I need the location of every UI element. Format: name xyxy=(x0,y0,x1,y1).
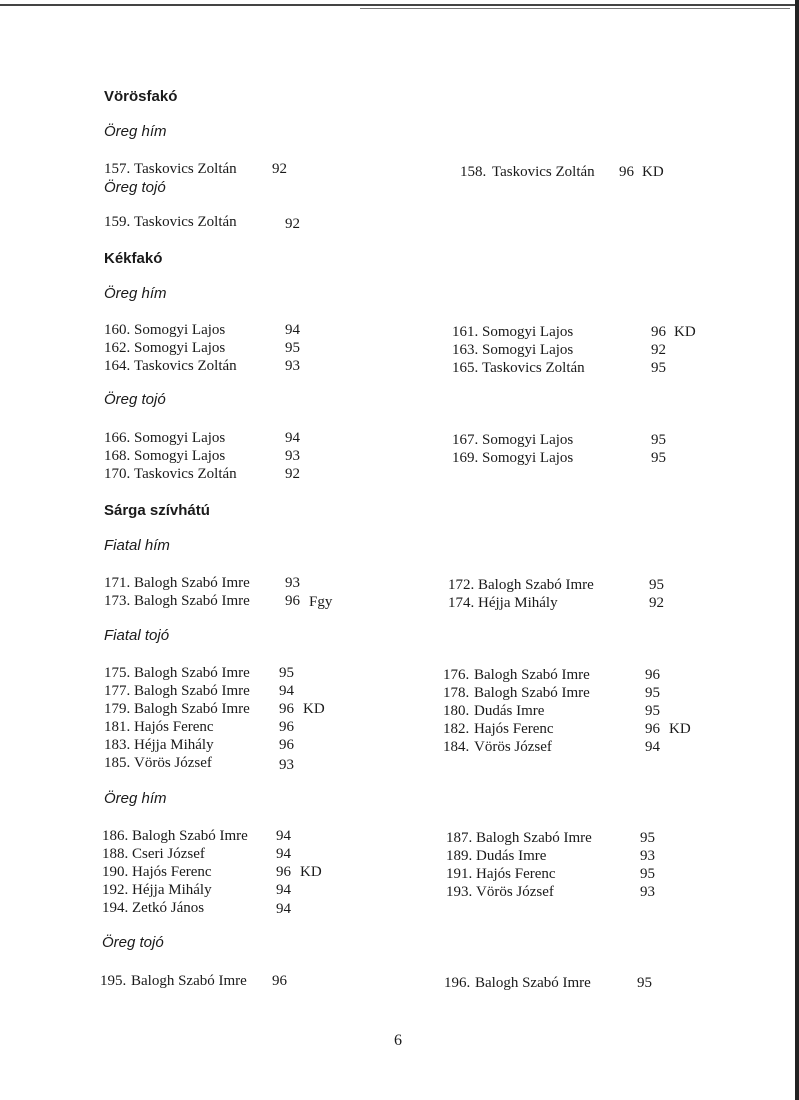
entry-score: 96 xyxy=(279,719,294,735)
entry-score: 95 xyxy=(279,665,294,681)
entry-score: 95 xyxy=(640,866,655,882)
entry-name: Hajós Ferenc xyxy=(476,866,556,882)
entry-name: Vörös József xyxy=(134,755,212,771)
entry-name: Héjja Mihály xyxy=(134,737,214,753)
entry-number: 194. xyxy=(102,900,129,916)
entry-name: Cseri József xyxy=(132,846,205,862)
entry-name: Balogh Szabó Imre xyxy=(134,593,250,609)
entry-score: 92 xyxy=(285,216,300,232)
entry-score: 93 xyxy=(640,884,655,900)
entry-score: 95 xyxy=(637,975,652,991)
entry-score: 95 xyxy=(651,432,666,448)
entry-name: Zetkó János xyxy=(132,900,205,916)
entry-number: 183. xyxy=(104,737,131,753)
entry-number: 191. xyxy=(446,866,473,882)
entry-number: 171. xyxy=(104,575,131,591)
entry-number: 168. xyxy=(104,448,131,464)
subheading-oreg-tojo: Öreg tojó xyxy=(104,179,166,196)
entry-score: 94 xyxy=(276,901,291,917)
entry-number: 178. xyxy=(443,685,470,701)
subheading-fiatal-tojo: Fiatal tojó xyxy=(104,627,170,644)
entry-number: 192. xyxy=(102,882,129,898)
entry-score: 94 xyxy=(276,846,291,862)
entry-name: Balogh Szabó Imre xyxy=(478,577,594,593)
entry-name: Balogh Szabó Imre xyxy=(475,975,591,991)
entry-name: Somogyi Lajos xyxy=(482,432,574,448)
entry-score: 93 xyxy=(640,848,655,864)
subheading-oreg-tojo: Öreg tojó xyxy=(104,391,166,408)
entry-number: 177. xyxy=(104,683,131,699)
entry-number: 182. xyxy=(443,721,470,737)
entry-mark: KD xyxy=(300,864,322,880)
entry-number: 167. xyxy=(452,432,479,448)
entry-score: 96 xyxy=(276,864,291,880)
entry-name: Somogyi Lajos xyxy=(482,324,574,340)
entry-score: 92 xyxy=(272,161,287,177)
entry-name: Hajós Ferenc xyxy=(134,719,214,735)
entry-name: Somogyi Lajos xyxy=(134,448,226,464)
entry-number: 189. xyxy=(446,848,473,864)
entry-mark: KD xyxy=(669,721,691,737)
entry-score: 96 xyxy=(285,593,300,609)
entry-score: 92 xyxy=(285,466,300,482)
entry-mark: KD xyxy=(642,164,664,180)
entry-score: 96 xyxy=(645,721,660,737)
entry-number: 173. xyxy=(104,593,131,609)
entry-name: Taskovics Zoltán xyxy=(134,358,237,374)
entry-number: 186. xyxy=(102,828,129,844)
entry-name: Balogh Szabó Imre xyxy=(132,828,248,844)
entry-score: 96 xyxy=(651,324,666,340)
entry-score: 96 xyxy=(279,701,294,717)
top-scan-rule-thin xyxy=(360,8,790,9)
subheading-oreg-tojo: Öreg tojó xyxy=(102,934,164,951)
entry-score: 95 xyxy=(645,685,660,701)
entry-score: 93 xyxy=(279,757,294,773)
subheading-oreg-him: Öreg hím xyxy=(104,790,167,807)
entry-name: Taskovics Zoltán xyxy=(492,164,595,180)
subheading-oreg-him: Öreg hím xyxy=(104,123,167,140)
entry-score: 95 xyxy=(285,340,300,356)
entry-score: 93 xyxy=(285,448,300,464)
entry-name: Balogh Szabó Imre xyxy=(474,685,590,701)
entry-number: 187. xyxy=(446,830,473,846)
entry-name: Taskovics Zoltán xyxy=(134,214,237,230)
entry-name: Taskovics Zoltán xyxy=(134,466,237,482)
entry-score: 94 xyxy=(279,683,294,699)
entry-score: 95 xyxy=(651,450,666,466)
entry-number: 162. xyxy=(104,340,131,356)
entry-name: Vörös József xyxy=(474,739,552,755)
entry-score: 95 xyxy=(651,360,666,376)
entry-name: Balogh Szabó Imre xyxy=(131,973,247,989)
entry-number: 170. xyxy=(104,466,131,482)
entry-name: Héjja Mihály xyxy=(478,595,558,611)
entry-name: Balogh Szabó Imre xyxy=(134,665,250,681)
top-scan-rule xyxy=(0,4,799,6)
entry-name: Somogyi Lajos xyxy=(134,430,226,446)
entry-number: 159. xyxy=(104,214,131,230)
entry-name: Taskovics Zoltán xyxy=(134,161,237,177)
entry-number: 184. xyxy=(443,739,470,755)
entry-name: Héjja Mihály xyxy=(132,882,212,898)
entry-score: 95 xyxy=(640,830,655,846)
entry-number: 180. xyxy=(443,703,470,719)
entry-number: 157. xyxy=(104,161,131,177)
entry-mark: KD xyxy=(674,324,696,340)
entry-number: 179. xyxy=(104,701,131,717)
entry-score: 94 xyxy=(285,322,300,338)
section-heading-kekfako: Kékfakó xyxy=(104,250,163,267)
entry-number: 185. xyxy=(104,755,131,771)
entry-score: 93 xyxy=(285,575,300,591)
subheading-oreg-him: Öreg hím xyxy=(104,285,167,302)
entry-name: Somogyi Lajos xyxy=(134,322,226,338)
entry-score: 94 xyxy=(276,828,291,844)
entry-number: 176. xyxy=(443,667,470,683)
entry-name: Balogh Szabó Imre xyxy=(134,701,250,717)
entry-number: 193. xyxy=(446,884,473,900)
entry-number: 196. xyxy=(444,975,471,991)
entry-name: Balogh Szabó Imre xyxy=(474,667,590,683)
entry-score: 96 xyxy=(279,737,294,753)
entry-number: 175. xyxy=(104,665,131,681)
entry-mark: Fgy xyxy=(309,594,333,610)
entry-name: Vörös József xyxy=(476,884,554,900)
entry-number: 165. xyxy=(452,360,479,376)
entry-number: 163. xyxy=(452,342,479,358)
entry-score: 95 xyxy=(645,703,660,719)
entry-score: 96 xyxy=(645,667,660,683)
entry-number: 181. xyxy=(104,719,131,735)
entry-mark: KD xyxy=(303,701,325,717)
entry-name: Dudás Imre xyxy=(474,703,545,719)
entry-name: Somogyi Lajos xyxy=(134,340,226,356)
entry-number: 174. xyxy=(448,595,475,611)
entry-number: 160. xyxy=(104,322,131,338)
subheading-fiatal-him: Fiatal hím xyxy=(104,537,170,554)
entry-score: 94 xyxy=(276,882,291,898)
entry-number: 169. xyxy=(452,450,479,466)
entry-score: 94 xyxy=(285,430,300,446)
entry-name: Taskovics Zoltán xyxy=(482,360,585,376)
entry-score: 94 xyxy=(645,739,660,755)
entry-name: Somogyi Lajos xyxy=(482,342,574,358)
entry-score: 96 xyxy=(619,164,634,180)
entry-number: 164. xyxy=(104,358,131,374)
entry-number: 195. xyxy=(100,973,127,989)
page-number: 6 xyxy=(394,1032,402,1049)
entry-number: 161. xyxy=(452,324,479,340)
entry-score: 92 xyxy=(649,595,664,611)
entry-number: 166. xyxy=(104,430,131,446)
section-heading-vorosfako: Vörösfakó xyxy=(104,88,178,105)
entry-score: 95 xyxy=(649,577,664,593)
entry-name: Balogh Szabó Imre xyxy=(134,575,250,591)
entry-name: Balogh Szabó Imre xyxy=(476,830,592,846)
entry-name: Hajós Ferenc xyxy=(132,864,212,880)
entry-number: 158. xyxy=(460,164,487,180)
entry-name: Balogh Szabó Imre xyxy=(134,683,250,699)
entry-number: 188. xyxy=(102,846,129,862)
entry-score: 96 xyxy=(272,973,287,989)
entry-number: 172. xyxy=(448,577,475,593)
entry-name: Somogyi Lajos xyxy=(482,450,574,466)
entry-score: 93 xyxy=(285,358,300,374)
entry-name: Hajós Ferenc xyxy=(474,721,554,737)
section-heading-sarga-szivhatu: Sárga szívhátú xyxy=(104,502,210,519)
entry-name: Dudás Imre xyxy=(476,848,547,864)
scan-edge xyxy=(795,0,799,1100)
entry-score: 92 xyxy=(651,342,666,358)
entry-number: 190. xyxy=(102,864,129,880)
